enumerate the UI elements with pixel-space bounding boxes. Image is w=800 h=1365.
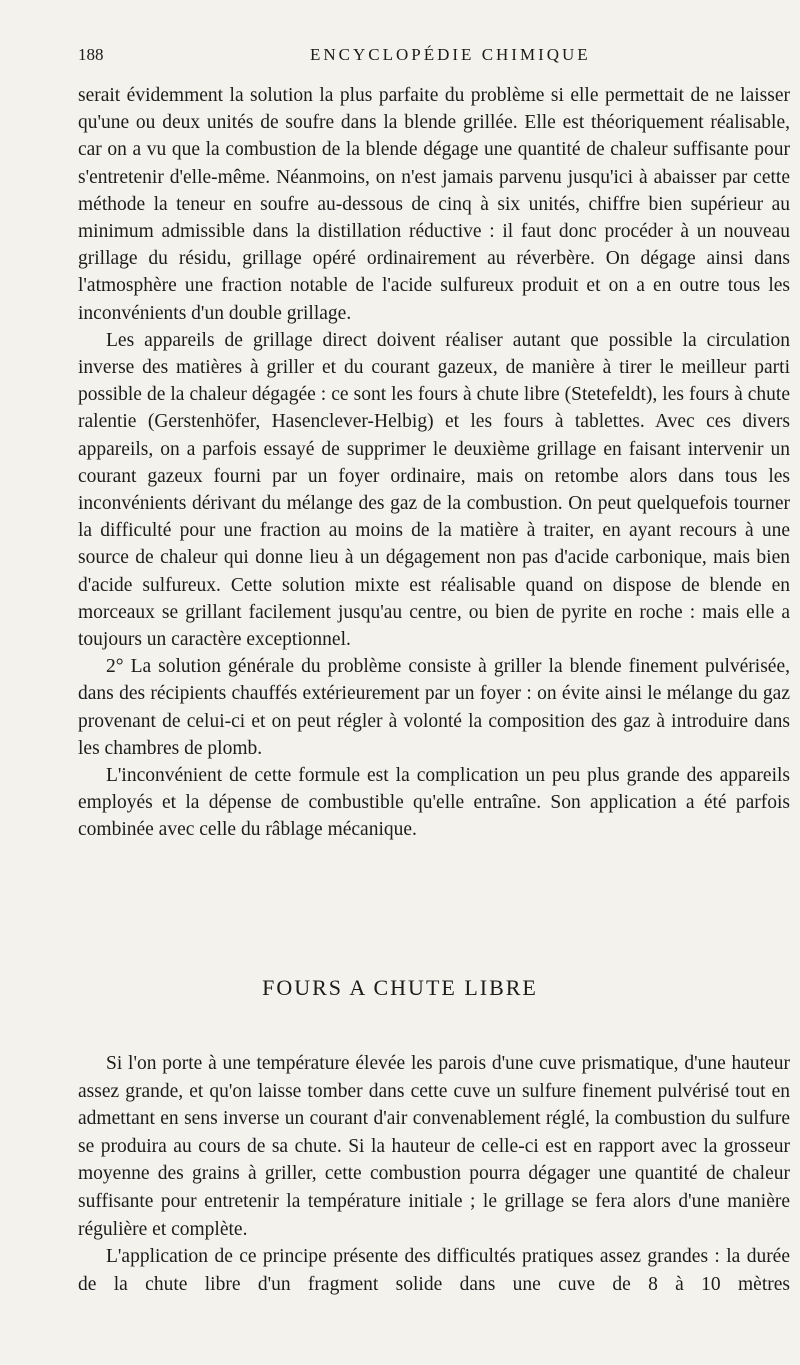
body-text-bottom: [78, 1050, 790, 1298]
page-number: 188: [78, 45, 104, 64]
paragraph: serait évidemment la solution la plus parfaite du problème si elle permettait de ne laisser qu'une ou deux unités de soufre dans la blende grillée. Elle est théoriquement réalisable, car on a vu que la combustion de la blende dégage une quantité de chaleur suffisante pour s'entretenir d'elle-même. Néanmoins, on n'est jamais parvenu jusqu'ici à abaisser par cette méthode la teneur en soufre au-dessous de cinq à six unités, chiffre bien supérieur au minimum admissible dans la distillation réductive : il faut donc procéder à un nouveau grillage du résidu, grillage opéré ordinairement au réverbère. On dégage ainsi dans l'atmosphère une fraction notable de l'acide sulfureux produit et on a en outre tous les inconvénients d'un double grillage.: [78, 85, 790, 324]
running-title: ENCYCLOPÉDIE CHIMIQUE: [310, 45, 591, 64]
paragraph: L'inconvénient de cette formule est la complication un peu plus grande des appareils employés et la dépense de combustible qu'elle entraîne. Son application a été parfois combinée avec celle du râblage mécanique.: [78, 765, 790, 841]
paragraph: Les appareils de grillage direct doivent réaliser autant que possible la circulation inverse des matières à griller et du courant gazeux, de manière à tirer le meilleur parti possible de la chaleur dégagée : ce sont les fours à chute libre (Stetefeldt), les fours à chute ralentie (Gerstenhöfer, Hasenclever-Helbig) et les fours à tablettes. Avec ces divers appareils, on a parfois essayé de supprimer le deuxième grillage en faisant intervenir un courant gazeux fourni par un foyer ordinaire, mais on retombe alors dans tous les inconvénients dérivant du mélange des gaz de la combustion. On peut quelquefois tourner la difficulté pour une fraction au moins de la matière à traiter, en ayant recours à une source de chaleur qui donne lieu à un dégagement non pas d'acide carbonique, mais bien d'acide sulfureux. Cette solution mixte est réalisable quand on dispose de blende en morceaux se grillant facilement jusqu'au centre, ou bien de pyrite en roche : mais elle a toujours un caractère exceptionnel.: [78, 329, 790, 651]
running-head: [78, 45, 760, 71]
paragraph: 2° La solution générale du problème consiste à griller la blende finement pulvérisée, dans des récipients chauffés extérieurement par un foyer : on évite ainsi le mélange du gaz provenant de celui-ci et on peut régler à volonté la composition des gaz à introduire dans les chambres de plomb.: [78, 656, 790, 759]
paragraph: Si l'on porte à une température élevée les parois d'une cuve prismatique, d'une hauteur assez grande, et qu'on laisse tomber dans cette cuve un sulfure finement pulvérisé tout en admettant en sens inverse un courant d'air convenablement réglé, la combustion du sulfure se produira au cours de sa chute. Si la hauteur de celle-ci est en rapport avec la grosseur moyenne des grains à griller, cette combustion pourra dégager une quantité de chaleur suffisante pour entretenir la température initiale ; le grillage se fera alors d'une manière régulière et complète.: [78, 1053, 790, 1240]
paragraph: L'application de ce principe présente des difficultés pratiques assez grandes : la durée de la chute libre d'un fragment solide dans une cuve de 8 à 10 mètres: [78, 1246, 790, 1295]
body-text-top: [78, 82, 790, 844]
section-heading: FOURS A CHUTE LIBRE: [262, 975, 538, 1000]
